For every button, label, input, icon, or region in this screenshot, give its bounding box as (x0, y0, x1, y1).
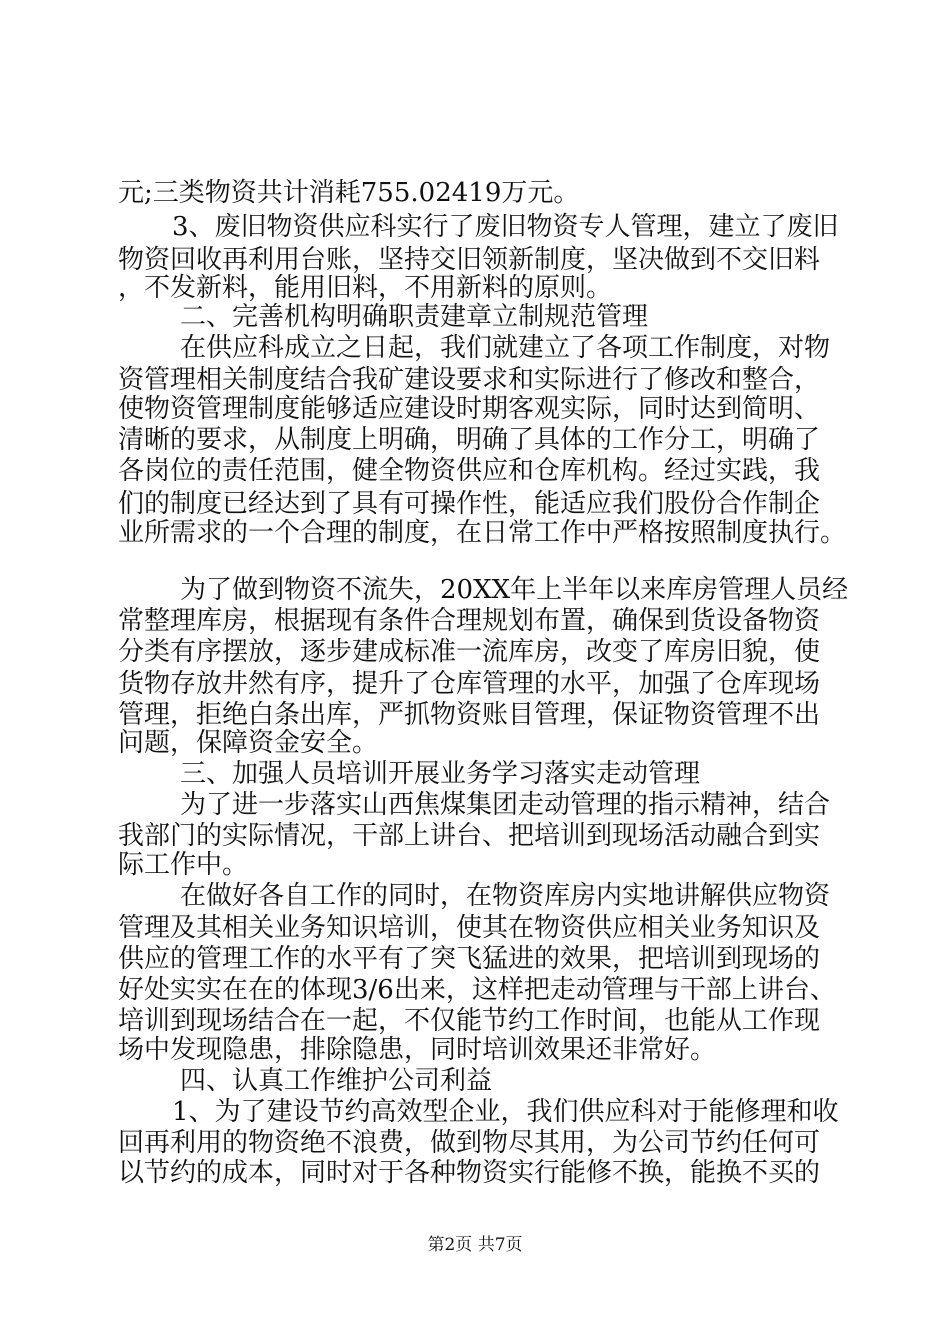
page-number-footer: 第2页 共7页 (427, 1235, 523, 1255)
text-line: 为了进一步落实山西焦煤集团走动管理的指示精神，结合 (180, 790, 831, 820)
text-line: 供应的管理工作的水平有了突飞猛进的效果，把培训到现场的 (118, 944, 821, 974)
text-line: 场中发现隐患，排除隐患，同时培训效果还非常好。 (118, 1035, 717, 1065)
text-line: 货物存放井然有序，提升了仓库管理的水平，加强了仓库现场 (118, 669, 821, 699)
text-line: 管理及其相关业务知识培训，使其在物资供应相关业务知识及 (118, 913, 821, 943)
text-line: 清晰的要求，从制度上明确，明确了具体的工作分工，明确了 (118, 425, 821, 455)
text-line: 问题，保障资金安全。 (118, 728, 379, 758)
section-heading: 二、完善机构明确职责建章立制规范管理 (180, 302, 649, 332)
text-line: 以节约的成本，同时对于各种物资实行能修不换，能换不买的 (118, 1158, 821, 1188)
text-line: 各岗位的责任范围，健全物资供应和仓库机构。经过实践，我 (118, 456, 821, 486)
text-line: 培训到现场结合在一起，不仅能节约工作时间，也能从工作现 (118, 1006, 821, 1036)
text-line: 1、为了建设节约高效型企业，我们供应科对于能修理和收 (172, 1097, 839, 1127)
text-line: 回再利用的物资绝不浪费，做到物尽其用，为公司节约任何可 (118, 1128, 821, 1158)
text-line: 物资回收再利用台账，坚持交旧领新制度，坚决做到不交旧料 (118, 245, 821, 275)
text-line: 3、废旧物资供应科实行了废旧物资专人管理，建立了废旧 (172, 212, 839, 242)
text-line: 业所需求的一个合理的制度，在日常工作中严格按照制度执行。 (118, 518, 847, 548)
text-line: 我部门的实际情况，干部上讲台、把培训到现场活动融合到实 (118, 821, 821, 851)
text-line: 资管理相关制度结合我矿建设要求和实际进行了修改和整合， (118, 365, 821, 395)
text-line: 在做好各自工作的同时，在物资库房内实地讲解供应物资 (180, 881, 831, 911)
text-line: 际工作中。 (118, 850, 249, 880)
text-line: 常整理库房，根据现有条件合理规划布置，确保到货设备物资 (118, 606, 821, 636)
text-line: 在供应科成立之日起，我们就建立了各项工作制度，对物 (180, 333, 831, 363)
text-line: 使物资管理制度能够适应建设时期客观实际，同时达到简明、 (118, 394, 821, 424)
text-line: 分类有序摆放，逐步建成标准一流库房，改变了库房旧貌，使 (118, 637, 821, 667)
text-line: 为了做到物资不流失，20XX年上半年以来库房管理人员经 (180, 575, 849, 605)
text-line: 好处实实在在的体现3/6出来，这样把走动管理与干部上讲台、 (118, 975, 836, 1005)
text-line: 元;三类物资共计消耗755.02419万元。 (118, 178, 580, 208)
text-line: 们的制度已经达到了具有可操作性，能适应我们股份合作制企 (118, 489, 821, 519)
text-line: ，不发新料，能用旧料，不用新料的原则。 (118, 273, 613, 303)
section-heading: 四、认真工作维护公司利益 (180, 1066, 493, 1096)
section-heading: 三、加强人员培训开展业务学习落实走动管理 (180, 759, 701, 789)
text-line: 管理，拒绝白条出库，严抓物资账目管理，保证物资管理不出 (118, 700, 821, 730)
